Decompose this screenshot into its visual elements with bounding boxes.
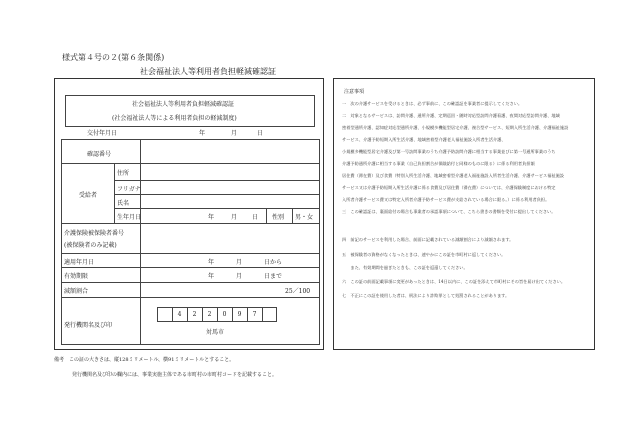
issuer-code-digit: 4 [177,311,182,318]
issuer-code-digit: 2 [192,311,197,318]
notes-line: 介護予防通所介護に相当する事業（自己負担割合が保険給付と同様のものに限る）に係る利用者負担額 [342,161,535,166]
issuer-code-digit: 2 [207,311,212,318]
digit-divider [262,307,263,322]
certificate-heading: 社会福祉法人等利用者負担軽減確認証 [132,101,235,108]
form-number: 様式第４号の２(第６条関係) [62,53,165,62]
notes-line: 七 不正にこの証を使用した者は、刑法により詐欺罪として処罰されることがあります。 [342,293,510,298]
issue-date-day: 日 [257,130,264,137]
row-divider [61,163,320,164]
notes-line: 二 対象となるサービスは、訪問介護、通所介護、定期巡回・随時対応型訪問介護看護、夜間対応型訪問介護、地域 [342,113,560,118]
row-divider [61,267,320,268]
row-divider [114,180,320,181]
footnote-size: 備考 この証の大きさは、縦128ミリメートル、横91ミリメートルとすること。 [54,357,235,363]
notes-line: サービス、介護予防短期入所生活介護、地域密着型介護老人福祉施設入所者生活介護、 [342,137,506,142]
column-divider [292,208,293,223]
insured-number-label: 介護保険被保険者番号 [64,230,125,237]
issuer-code-digit: 0 [222,311,227,318]
furigana-label: フリガナ [117,186,141,193]
notes-line: また、有効期間を過ぎたときも、この証を返還してください。 [342,265,468,270]
row-divider [61,282,320,283]
recipient-label: 受給者 [79,192,98,199]
issuer-name: 対馬市 [206,329,225,336]
notes-line: 五 被保険者の資格がなくなったときは、速やかにこの証を市町村に返してください。 [342,252,506,257]
name-label: 氏名 [117,200,130,207]
certificate-subheading: (社会福祉法人等による利用者負担の軽減制度) [112,115,237,122]
column-divider [140,223,141,253]
issuer-code-digit: 9 [237,311,242,318]
row-divider [61,253,320,254]
birthdate-year: 年 [208,214,215,221]
start-date-month: 月 [236,259,243,266]
start-date-year: 年 [208,259,215,266]
issuer-label: 発行機関名及び印 [64,322,113,329]
row-divider [114,208,320,209]
sex-options: 男・女 [295,214,314,221]
notes-line: 一 次の介護サービスを受けるときは、必ず事前に、この確認証を事業者に提示してください。 [342,101,523,106]
notes-line: 六 この証の前面記載事項に変更があったときは、14日以内に、この証を添えて市町村にその旨を届け出てください。 [342,279,566,284]
notes-line: 三 この確認証は、裏面給付の場合も事業者の承認事項について、こちら書きの書類を受付に提出してください。 [342,209,556,214]
column-divider [266,208,267,223]
notes-line: 小規模多機能型居宅介護及び第一号訪問事業のうち介護予防訪問介護に相当する事業並びに第一号通所事業のうち [342,149,556,154]
expiry-year: 年 [208,273,215,280]
issue-date-year: 年 [199,130,206,137]
address-label: 住所 [117,170,130,177]
issuer-code-digit: 7 [252,311,257,318]
notes-line: 四 前記のサービスを利用した場合、前面に記載されている減額割合により減額されます。 [342,237,514,242]
column-divider [114,163,115,223]
notes-line: サービス又は介護予防短期入所生活介護に係る食費及び居住費（滞在費）については、介護保険制度における特定 [342,185,556,190]
issue-date-label: 交付年月日 [87,130,118,137]
notes-line: 密着型通所介護、認知症対応型通所介護、小規模多機能型居宅介護、複合型サービス、短期入所生活介護、介護福祉施設 [342,125,569,130]
row-divider [61,297,320,298]
row-divider [61,223,320,224]
expiry-until: 日まで [264,273,283,280]
sex-label: 性別 [272,214,285,221]
insured-number-note: (被保険者のみ記載) [64,242,117,249]
column-divider [140,253,141,345]
footnote-issuer: 発行機関名及び印の欄内には、事業実施主体である市町村の市町村コードを記載すること。 [72,372,278,378]
notes-line: 居住費（滞在費）及び食費（特別入所生活介護、地域密着型介護老人福祉施設入所者生活介護、介護サービス福祉施設 [342,173,564,178]
confirmation-number-label: 確認番号 [87,151,112,158]
birthdate-label: 生年月日 [117,214,142,221]
column-divider [140,139,141,163]
start-date-from: 日から [264,259,283,266]
birthdate-day: 日 [252,214,259,221]
row-divider [114,194,320,195]
notes-line: 入所者介護サービス費又は特定入所者介護予防サービス費が支給されている場合に限る。）に係る利用者負担。 [342,197,550,202]
expiry-label: 有効期限 [64,273,89,280]
reduction-value: 25／100 [285,288,311,295]
reduction-label: 減額割合 [64,288,89,295]
start-date-label: 適用年月日 [64,259,95,266]
birthdate-month: 月 [231,214,238,221]
notes-title: 注意事項 [344,89,365,95]
expiry-month: 月 [236,273,243,280]
page-title: 社会福祉法人等利用者負担軽減確認証 [140,67,276,76]
issue-date-month: 月 [231,130,238,137]
